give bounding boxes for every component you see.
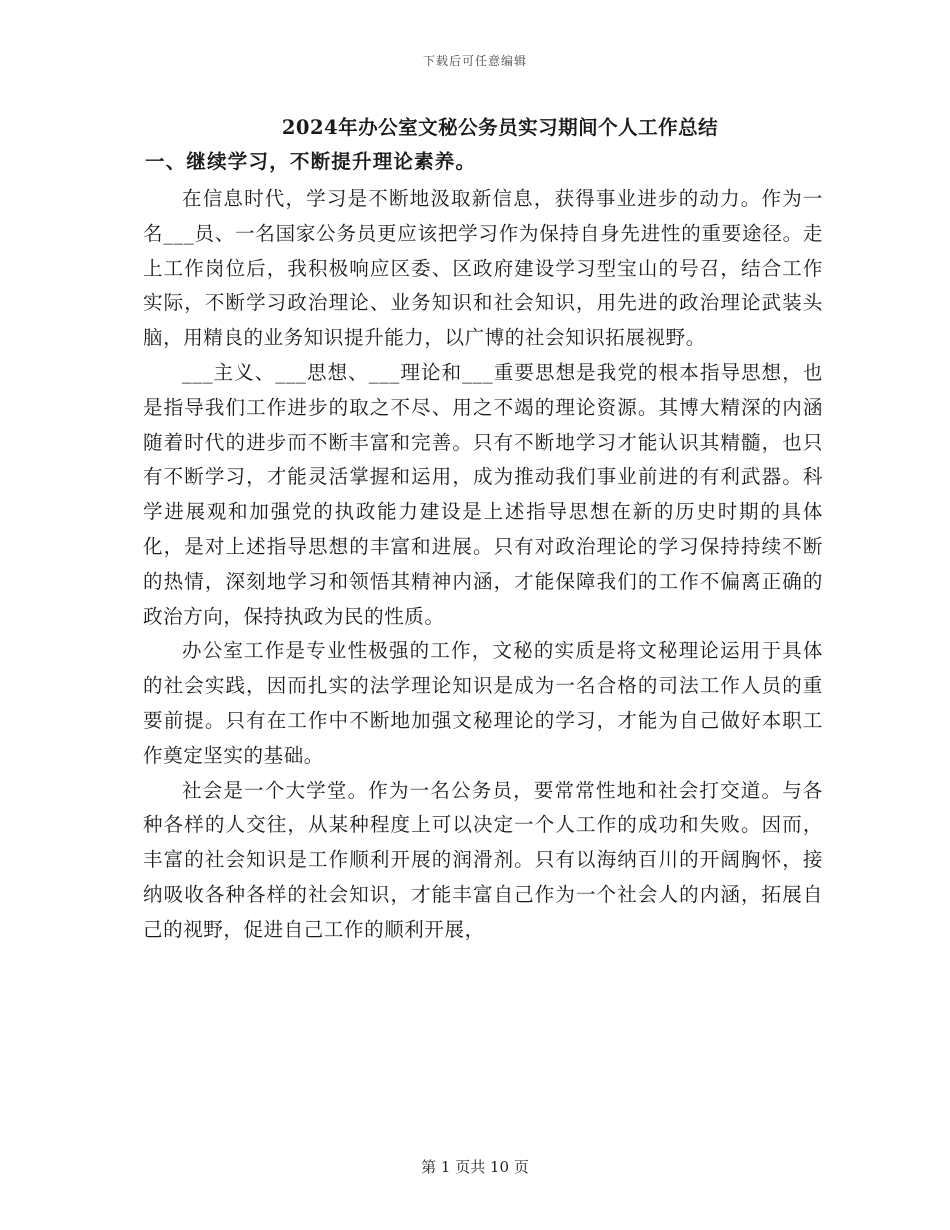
paragraph: 社会是一个大学堂。作为一名公务员，要常常性地和社会打交道。与各种各样的人交往，从某种程度上可以决定一个人工作的成功和失败。因而，丰富的社会知识是工作顺利开展的润滑剂。只有以海纳百川的开阔胸怀，接纳吸收各种各样的社会知识，才能丰富自己作为一个社会人的内涵，拓展自己的视野，促进自己工作的顺利开展，: [143, 778, 823, 941]
paragraph: ___主义、___思想、___理论和___重要思想是我党的根本指导思想，也是指导我们工作进步的取之不尽、用之不竭的理论资源。其博大精深的内涵随着时代的进步而不断丰富和完善。只有不断地学习才能认识其精髓，也只有不断学习，才能灵活掌握和运用，成为推动我们事业前进的有利武器。科学进展观和加强党的执政能力建设是上述指导思想在新的历史时期的具体化，是对上述指导思想的丰富和进展。只有对政治理论的学习保持持续不断的热情，深刻地学习和领悟其精神内涵，才能保障我们的工作不偏离正确的政治方向，保持执政为民的性质。: [143, 360, 823, 628]
page-number: 第 1 页共 10 页: [421, 1158, 529, 1176]
section-heading: 一、继续学习，不断提升理论素养。: [145, 150, 477, 173]
document-body: [143, 182, 823, 948]
document-title: 2024年办公室文秘公务员实习期间个人工作总结: [281, 116, 719, 139]
page-header-note: 下载后可任意编辑: [422, 54, 527, 68]
paragraph: 办公室工作是专业性极强的工作，文秘的实质是将文秘理论运用于具体的社会实践，因而扎实的法学理论知识是成为一名合格的司法工作人员的重要前提。只有在工作中不断地加强文秘理论的学习，才能为自己做好本职工作奠定坚实的基础。: [143, 639, 823, 767]
paragraph: 在信息时代，学习是不断地汲取新信息，获得事业进步的动力。作为一名___员、一名国家公务员更应该把学习作为保持自身先进性的重要途径。走上工作岗位后，我积极响应区委、区政府建设学习型宝山的号召，结合工作实际，不断学习政治理论、业务知识和社会知识，用先进的政治理论武装头脑，用精良的业务知识提升能力，以广博的社会知识拓展视野。: [143, 187, 823, 350]
